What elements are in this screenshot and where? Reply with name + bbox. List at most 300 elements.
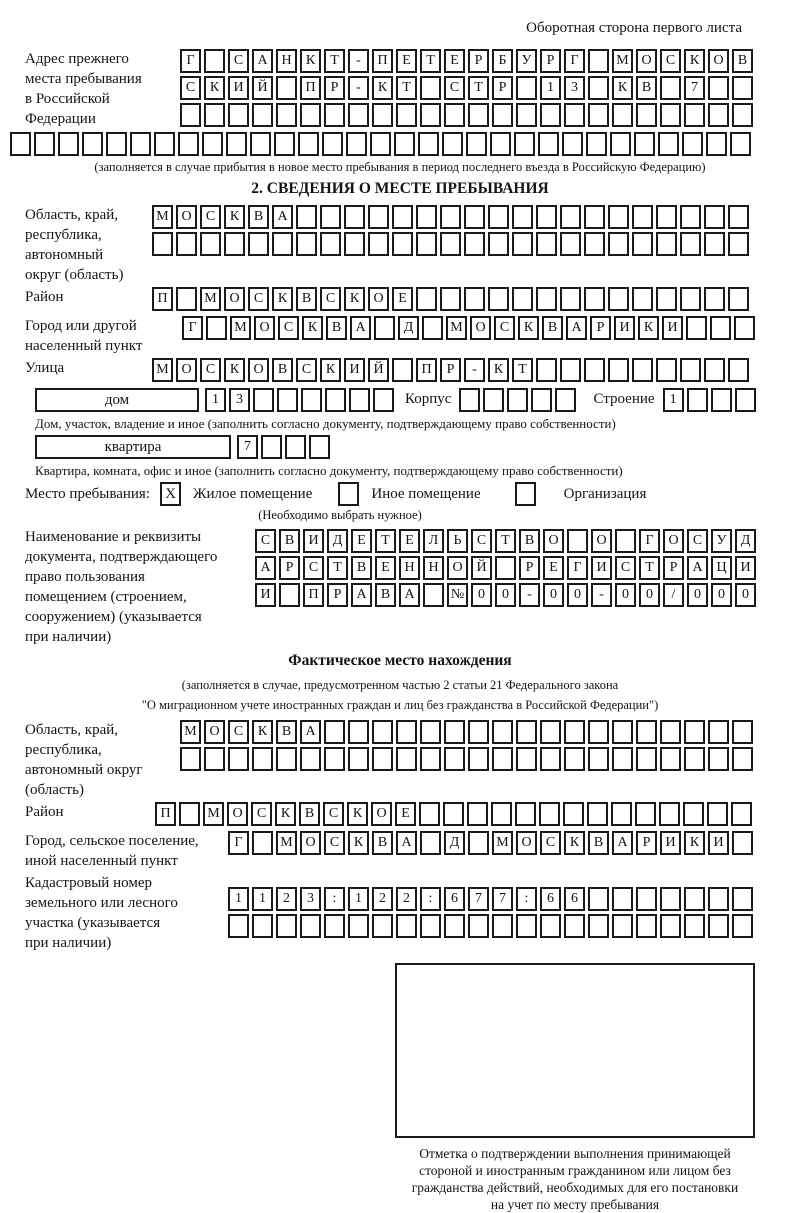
- char-box[interactable]: С: [248, 287, 269, 311]
- char-box[interactable]: 1: [228, 887, 249, 911]
- char-box[interactable]: [440, 232, 461, 256]
- char-box[interactable]: К: [224, 205, 245, 229]
- char-box[interactable]: [252, 103, 273, 127]
- char-box[interactable]: [464, 205, 485, 229]
- char-box[interactable]: [656, 358, 677, 382]
- char-box[interactable]: В: [732, 49, 753, 73]
- char-box[interactable]: [704, 287, 725, 311]
- char-box[interactable]: [394, 132, 415, 156]
- char-box[interactable]: [372, 720, 393, 744]
- char-box[interactable]: Р: [540, 49, 561, 73]
- char-box[interactable]: [732, 887, 753, 911]
- char-box[interactable]: [587, 802, 608, 826]
- char-box[interactable]: [301, 388, 322, 412]
- char-box[interactable]: №: [447, 583, 468, 607]
- char-box[interactable]: 0: [639, 583, 660, 607]
- char-box[interactable]: [368, 205, 389, 229]
- house-box[interactable]: дом: [35, 388, 199, 412]
- char-box[interactable]: [443, 802, 464, 826]
- char-box[interactable]: В: [279, 529, 300, 553]
- char-box[interactable]: [536, 232, 557, 256]
- char-box[interactable]: А: [252, 49, 273, 73]
- char-box[interactable]: 0: [471, 583, 492, 607]
- char-box[interactable]: [656, 287, 677, 311]
- char-box[interactable]: [732, 914, 753, 938]
- char-box[interactable]: К: [252, 720, 273, 744]
- char-box[interactable]: [562, 132, 583, 156]
- char-box[interactable]: [658, 132, 679, 156]
- char-box[interactable]: П: [372, 49, 393, 73]
- char-box[interactable]: [464, 232, 485, 256]
- char-box[interactable]: [372, 103, 393, 127]
- char-box[interactable]: К: [612, 76, 633, 100]
- char-box[interactable]: С: [278, 316, 299, 340]
- char-box[interactable]: [611, 802, 632, 826]
- char-box[interactable]: [296, 232, 317, 256]
- char-box[interactable]: [468, 831, 489, 855]
- char-box[interactable]: С: [180, 76, 201, 100]
- char-box[interactable]: О: [248, 358, 269, 382]
- char-box[interactable]: 1: [252, 887, 273, 911]
- char-box[interactable]: М: [152, 205, 173, 229]
- char-box[interactable]: [516, 103, 537, 127]
- char-box[interactable]: [732, 831, 753, 855]
- char-box[interactable]: [495, 556, 516, 580]
- char-box[interactable]: И: [662, 316, 683, 340]
- char-box[interactable]: П: [152, 287, 173, 311]
- char-box[interactable]: [584, 232, 605, 256]
- char-box[interactable]: [276, 914, 297, 938]
- char-box[interactable]: С: [444, 76, 465, 100]
- char-box[interactable]: [682, 132, 703, 156]
- char-box[interactable]: К: [320, 358, 341, 382]
- char-box[interactable]: [584, 287, 605, 311]
- char-box[interactable]: А: [272, 205, 293, 229]
- char-box[interactable]: [467, 802, 488, 826]
- char-box[interactable]: Р: [440, 358, 461, 382]
- char-box[interactable]: [344, 232, 365, 256]
- char-box[interactable]: [492, 914, 513, 938]
- char-box[interactable]: [206, 316, 227, 340]
- char-box[interactable]: Р: [468, 49, 489, 73]
- char-box[interactable]: :: [516, 887, 537, 911]
- char-box[interactable]: Р: [519, 556, 540, 580]
- char-box[interactable]: В: [542, 316, 563, 340]
- char-box[interactable]: [396, 914, 417, 938]
- char-box[interactable]: [512, 232, 533, 256]
- char-box[interactable]: 6: [444, 887, 465, 911]
- char-box[interactable]: :: [324, 887, 345, 911]
- char-box[interactable]: [540, 914, 561, 938]
- char-box[interactable]: [298, 132, 319, 156]
- char-box[interactable]: Н: [423, 556, 444, 580]
- char-box[interactable]: [372, 747, 393, 771]
- char-box[interactable]: [538, 132, 559, 156]
- char-box[interactable]: И: [303, 529, 324, 553]
- char-box[interactable]: В: [519, 529, 540, 553]
- char-box[interactable]: И: [660, 831, 681, 855]
- char-box[interactable]: :: [420, 887, 441, 911]
- char-box[interactable]: Р: [492, 76, 513, 100]
- char-box[interactable]: [608, 232, 629, 256]
- char-box[interactable]: [320, 205, 341, 229]
- char-box[interactable]: 0: [711, 583, 732, 607]
- char-box[interactable]: [396, 103, 417, 127]
- char-box[interactable]: [707, 802, 728, 826]
- char-box[interactable]: [106, 132, 127, 156]
- char-box[interactable]: [348, 747, 369, 771]
- char-box[interactable]: [732, 720, 753, 744]
- char-box[interactable]: [680, 232, 701, 256]
- char-box[interactable]: -: [591, 583, 612, 607]
- char-box[interactable]: М: [276, 831, 297, 855]
- char-box[interactable]: Е: [543, 556, 564, 580]
- char-box[interactable]: [732, 747, 753, 771]
- char-box[interactable]: [704, 205, 725, 229]
- char-box[interactable]: В: [326, 316, 347, 340]
- char-box[interactable]: Й: [368, 358, 389, 382]
- char-box[interactable]: [420, 831, 441, 855]
- char-box[interactable]: 1: [348, 887, 369, 911]
- char-box[interactable]: 2: [372, 887, 393, 911]
- char-box[interactable]: [296, 205, 317, 229]
- char-box[interactable]: К: [564, 831, 585, 855]
- char-box[interactable]: [680, 287, 701, 311]
- char-box[interactable]: [732, 76, 753, 100]
- char-box[interactable]: М: [200, 287, 221, 311]
- char-box[interactable]: О: [591, 529, 612, 553]
- char-box[interactable]: О: [516, 831, 537, 855]
- char-box[interactable]: Р: [279, 556, 300, 580]
- char-box[interactable]: Ц: [711, 556, 732, 580]
- char-box[interactable]: С: [228, 720, 249, 744]
- char-box[interactable]: И: [228, 76, 249, 100]
- char-box[interactable]: Т: [495, 529, 516, 553]
- char-box[interactable]: В: [276, 720, 297, 744]
- char-box[interactable]: Г: [567, 556, 588, 580]
- char-box[interactable]: [492, 103, 513, 127]
- char-box[interactable]: Р: [663, 556, 684, 580]
- char-box[interactable]: [564, 914, 585, 938]
- char-box[interactable]: Е: [392, 287, 413, 311]
- char-box[interactable]: [179, 802, 200, 826]
- char-box[interactable]: [555, 388, 576, 412]
- char-box[interactable]: Л: [423, 529, 444, 553]
- char-box[interactable]: В: [272, 358, 293, 382]
- char-box[interactable]: [324, 720, 345, 744]
- char-box[interactable]: [372, 914, 393, 938]
- char-box[interactable]: [252, 831, 273, 855]
- char-box[interactable]: [728, 287, 749, 311]
- char-box[interactable]: [514, 132, 535, 156]
- char-box[interactable]: А: [350, 316, 371, 340]
- char-box[interactable]: [632, 358, 653, 382]
- char-box[interactable]: [464, 287, 485, 311]
- checkbox-organizaciya[interactable]: [515, 482, 536, 506]
- char-box[interactable]: Б: [492, 49, 513, 73]
- char-box[interactable]: И: [614, 316, 635, 340]
- char-box[interactable]: [540, 747, 561, 771]
- char-box[interactable]: [200, 232, 221, 256]
- char-box[interactable]: [735, 388, 756, 412]
- char-box[interactable]: [228, 747, 249, 771]
- char-box[interactable]: [370, 132, 391, 156]
- char-box[interactable]: 6: [564, 887, 585, 911]
- char-box[interactable]: [586, 132, 607, 156]
- char-box[interactable]: [154, 132, 175, 156]
- char-box[interactable]: [491, 802, 512, 826]
- char-box[interactable]: [731, 802, 752, 826]
- char-box[interactable]: [325, 388, 346, 412]
- char-box[interactable]: [564, 103, 585, 127]
- char-box[interactable]: [588, 914, 609, 938]
- char-box[interactable]: [683, 802, 704, 826]
- char-box[interactable]: 7: [237, 435, 258, 459]
- char-box[interactable]: 7: [492, 887, 513, 911]
- char-box[interactable]: [374, 316, 395, 340]
- char-box[interactable]: [612, 103, 633, 127]
- char-box[interactable]: [636, 887, 657, 911]
- char-box[interactable]: Р: [327, 583, 348, 607]
- char-box[interactable]: [686, 316, 707, 340]
- char-box[interactable]: [444, 914, 465, 938]
- char-box[interactable]: О: [636, 49, 657, 73]
- char-box[interactable]: [540, 720, 561, 744]
- char-box[interactable]: [488, 205, 509, 229]
- char-box[interactable]: [420, 103, 441, 127]
- char-box[interactable]: К: [518, 316, 539, 340]
- char-box[interactable]: С: [251, 802, 272, 826]
- char-box[interactable]: Д: [398, 316, 419, 340]
- char-box[interactable]: [392, 232, 413, 256]
- char-box[interactable]: 6: [540, 887, 561, 911]
- char-box[interactable]: В: [588, 831, 609, 855]
- char-box[interactable]: [420, 914, 441, 938]
- char-box[interactable]: [392, 205, 413, 229]
- char-box[interactable]: [248, 232, 269, 256]
- char-box[interactable]: /: [663, 583, 684, 607]
- char-box[interactable]: [608, 358, 629, 382]
- char-box[interactable]: [684, 103, 705, 127]
- char-box[interactable]: [536, 287, 557, 311]
- char-box[interactable]: [130, 132, 151, 156]
- char-box[interactable]: [492, 747, 513, 771]
- char-box[interactable]: [588, 747, 609, 771]
- char-box[interactable]: [516, 76, 537, 100]
- char-box[interactable]: [444, 720, 465, 744]
- char-box[interactable]: [608, 287, 629, 311]
- char-box[interactable]: [488, 232, 509, 256]
- char-box[interactable]: П: [303, 583, 324, 607]
- char-box[interactable]: [468, 720, 489, 744]
- char-box[interactable]: [423, 583, 444, 607]
- char-box[interactable]: В: [299, 802, 320, 826]
- char-box[interactable]: Е: [375, 556, 396, 580]
- char-box[interactable]: К: [372, 76, 393, 100]
- char-box[interactable]: К: [638, 316, 659, 340]
- char-box[interactable]: [349, 388, 370, 412]
- char-box[interactable]: [708, 747, 729, 771]
- char-box[interactable]: [588, 49, 609, 73]
- char-box[interactable]: К: [344, 287, 365, 311]
- char-box[interactable]: Р: [636, 831, 657, 855]
- char-box[interactable]: [444, 747, 465, 771]
- char-box[interactable]: Й: [471, 556, 492, 580]
- char-box[interactable]: [300, 103, 321, 127]
- char-box[interactable]: М: [230, 316, 251, 340]
- char-box[interactable]: [660, 76, 681, 100]
- char-box[interactable]: [704, 232, 725, 256]
- char-box[interactable]: А: [255, 556, 276, 580]
- char-box[interactable]: О: [224, 287, 245, 311]
- char-box[interactable]: Т: [396, 76, 417, 100]
- char-box[interactable]: Т: [512, 358, 533, 382]
- char-box[interactable]: В: [248, 205, 269, 229]
- char-box[interactable]: [272, 232, 293, 256]
- char-box[interactable]: Т: [324, 49, 345, 73]
- char-box[interactable]: [224, 232, 245, 256]
- char-box[interactable]: [176, 232, 197, 256]
- char-box[interactable]: [615, 529, 636, 553]
- char-box[interactable]: 0: [735, 583, 756, 607]
- char-box[interactable]: И: [344, 358, 365, 382]
- char-box[interactable]: [180, 103, 201, 127]
- char-box[interactable]: [488, 287, 509, 311]
- char-box[interactable]: [204, 747, 225, 771]
- char-box[interactable]: [610, 132, 631, 156]
- char-box[interactable]: [320, 232, 341, 256]
- char-box[interactable]: С: [615, 556, 636, 580]
- char-box[interactable]: [680, 358, 701, 382]
- char-box[interactable]: В: [351, 556, 372, 580]
- char-box[interactable]: [419, 802, 440, 826]
- char-box[interactable]: [180, 747, 201, 771]
- char-box[interactable]: [422, 316, 443, 340]
- char-box[interactable]: И: [255, 583, 276, 607]
- char-box[interactable]: А: [612, 831, 633, 855]
- char-box[interactable]: Е: [399, 529, 420, 553]
- char-box[interactable]: [632, 205, 653, 229]
- char-box[interactable]: В: [636, 76, 657, 100]
- char-box[interactable]: [708, 914, 729, 938]
- char-box[interactable]: [512, 287, 533, 311]
- char-box[interactable]: [440, 205, 461, 229]
- char-box[interactable]: 3: [229, 388, 250, 412]
- char-box[interactable]: [636, 720, 657, 744]
- char-box[interactable]: [684, 914, 705, 938]
- char-box[interactable]: [396, 720, 417, 744]
- char-box[interactable]: [684, 720, 705, 744]
- char-box[interactable]: [567, 529, 588, 553]
- char-box[interactable]: В: [372, 831, 393, 855]
- char-box[interactable]: О: [204, 720, 225, 744]
- char-box[interactable]: О: [176, 358, 197, 382]
- char-box[interactable]: [58, 132, 79, 156]
- char-box[interactable]: А: [566, 316, 587, 340]
- char-box[interactable]: К: [347, 802, 368, 826]
- char-box[interactable]: С: [200, 358, 221, 382]
- checkbox-zhiloe[interactable]: X: [160, 482, 181, 506]
- char-box[interactable]: [563, 802, 584, 826]
- char-box[interactable]: -: [348, 49, 369, 73]
- char-box[interactable]: Д: [444, 831, 465, 855]
- char-box[interactable]: [279, 583, 300, 607]
- char-box[interactable]: [512, 205, 533, 229]
- char-box[interactable]: 0: [615, 583, 636, 607]
- char-box[interactable]: О: [368, 287, 389, 311]
- char-box[interactable]: [536, 358, 557, 382]
- char-box[interactable]: Т: [639, 556, 660, 580]
- char-box[interactable]: 7: [468, 887, 489, 911]
- char-box[interactable]: [708, 103, 729, 127]
- char-box[interactable]: [468, 103, 489, 127]
- char-box[interactable]: [416, 205, 437, 229]
- char-box[interactable]: 0: [543, 583, 564, 607]
- char-box[interactable]: [420, 76, 441, 100]
- char-box[interactable]: [516, 914, 537, 938]
- char-box[interactable]: Е: [351, 529, 372, 553]
- char-box[interactable]: [468, 914, 489, 938]
- char-box[interactable]: М: [446, 316, 467, 340]
- char-box[interactable]: О: [447, 556, 468, 580]
- char-box[interactable]: [728, 232, 749, 256]
- char-box[interactable]: Р: [324, 76, 345, 100]
- char-box[interactable]: А: [351, 583, 372, 607]
- char-box[interactable]: [632, 232, 653, 256]
- char-box[interactable]: [346, 132, 367, 156]
- char-box[interactable]: [588, 103, 609, 127]
- char-box[interactable]: [466, 132, 487, 156]
- char-box[interactable]: [348, 914, 369, 938]
- char-box[interactable]: М: [203, 802, 224, 826]
- char-box[interactable]: 1: [205, 388, 226, 412]
- char-box[interactable]: 2: [276, 887, 297, 911]
- char-box[interactable]: [636, 747, 657, 771]
- char-box[interactable]: С: [303, 556, 324, 580]
- char-box[interactable]: [660, 887, 681, 911]
- char-box[interactable]: А: [399, 583, 420, 607]
- char-box[interactable]: Т: [420, 49, 441, 73]
- char-box[interactable]: [588, 720, 609, 744]
- char-box[interactable]: [300, 914, 321, 938]
- char-box[interactable]: Д: [327, 529, 348, 553]
- char-box[interactable]: [634, 132, 655, 156]
- char-box[interactable]: Е: [395, 802, 416, 826]
- char-box[interactable]: [252, 747, 273, 771]
- char-box[interactable]: [730, 132, 751, 156]
- char-box[interactable]: М: [492, 831, 513, 855]
- char-box[interactable]: [276, 747, 297, 771]
- char-box[interactable]: [440, 287, 461, 311]
- char-box[interactable]: 3: [564, 76, 585, 100]
- char-box[interactable]: И: [591, 556, 612, 580]
- char-box[interactable]: [285, 435, 306, 459]
- char-box[interactable]: [324, 914, 345, 938]
- char-box[interactable]: -: [464, 358, 485, 382]
- char-box[interactable]: У: [711, 529, 732, 553]
- char-box[interactable]: [660, 914, 681, 938]
- char-box[interactable]: С: [200, 205, 221, 229]
- char-box[interactable]: Р: [590, 316, 611, 340]
- char-box[interactable]: [612, 914, 633, 938]
- char-box[interactable]: [226, 132, 247, 156]
- char-box[interactable]: [728, 358, 749, 382]
- char-box[interactable]: Н: [399, 556, 420, 580]
- char-box[interactable]: С: [228, 49, 249, 73]
- char-box[interactable]: [636, 914, 657, 938]
- char-box[interactable]: О: [254, 316, 275, 340]
- char-box[interactable]: [420, 720, 441, 744]
